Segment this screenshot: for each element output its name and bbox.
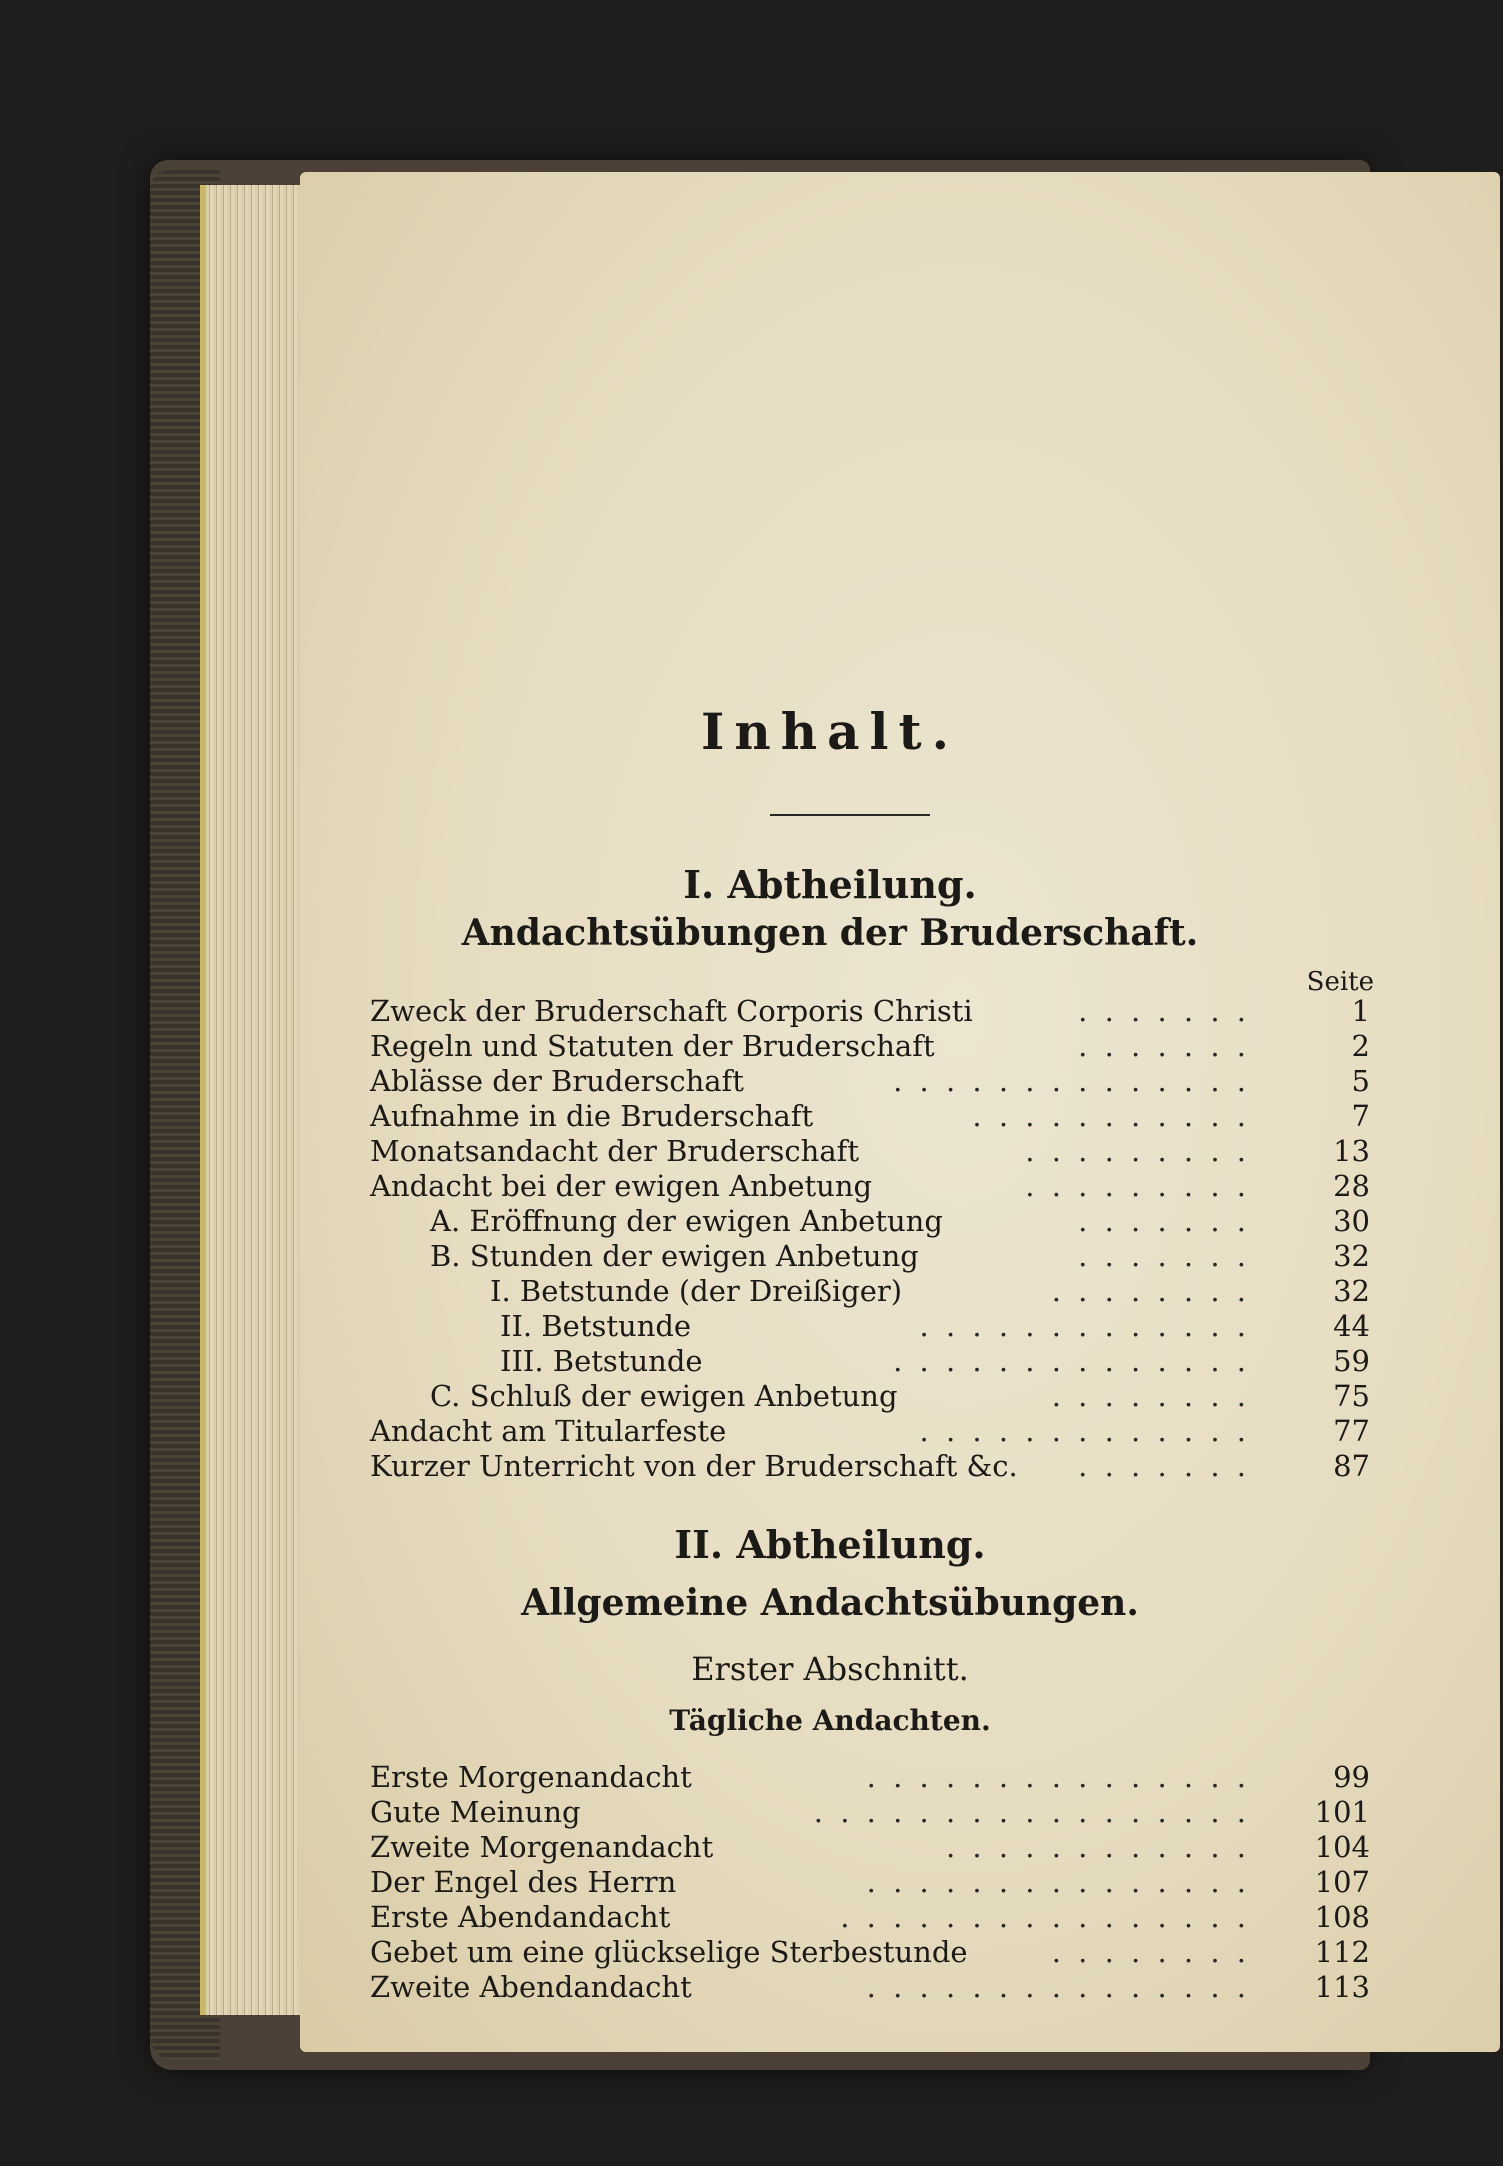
- toc-entry-label: Erste Morgenandacht: [370, 1760, 692, 1794]
- toc-entry-label: Zweite Abendandacht: [370, 1970, 692, 2004]
- toc-entry: [370, 1344, 1370, 1379]
- toc-entry-label: Gebet um eine glückselige Sterbestunde: [370, 1935, 968, 1969]
- toc-entry-page: 108: [1314, 1900, 1370, 1934]
- toc-entry: [370, 1900, 1370, 1935]
- leader-dots: . . . . . . .: [1078, 1449, 1250, 1483]
- toc-entry-page: 1: [1351, 994, 1370, 1028]
- leader-dots: . . . . . . . . .: [1025, 1134, 1250, 1168]
- toc-entry-label: II. Betstunde: [500, 1309, 692, 1343]
- leader-dots: . . . . . . .: [1078, 1239, 1250, 1273]
- toc-entry-page: 107: [1314, 1865, 1370, 1899]
- leader-dots: . . . . . . . . . . . . . .: [893, 1344, 1250, 1378]
- page-column-header: Seite: [1306, 967, 1374, 997]
- toc-entry-page: 7: [1351, 1099, 1370, 1133]
- leader-dots: . . . . . . . . . . . . . . .: [866, 1865, 1250, 1899]
- part2-subheading: Allgemeine Andachtsübungen.: [521, 1582, 1139, 1624]
- toc-entry: [370, 1099, 1370, 1134]
- part2-heading: II. Abtheilung.: [674, 1522, 986, 1567]
- toc-entry-page: 13: [1333, 1134, 1370, 1168]
- toc-entry: [370, 1204, 1370, 1239]
- leader-dots: . . . . . . . . .: [1025, 1169, 1250, 1203]
- toc-entry-page: 59: [1333, 1344, 1370, 1378]
- toc-entry-label: Andacht am Titularfeste: [370, 1414, 727, 1448]
- toc-entry-page: 75: [1333, 1379, 1370, 1413]
- leader-dots: . . . . . . . . . . . . . . . .: [840, 1900, 1250, 1934]
- section-heading: Erster Abschnitt.: [691, 1650, 969, 1688]
- toc-entry-label: Regeln und Statuten der Bruderschaft: [370, 1029, 935, 1063]
- toc-entry-page: 32: [1333, 1239, 1370, 1273]
- toc-entry: [370, 1935, 1370, 1970]
- book-page: [300, 172, 1500, 2052]
- toc-entry-label: I. Betstunde (der Dreißiger): [490, 1274, 903, 1308]
- table-of-contents: [300, 172, 1500, 2052]
- leader-dots: . . . . . . . .: [1051, 1935, 1250, 1969]
- toc-entry-label: C. Schluß der ewigen Anbetung: [430, 1379, 898, 1413]
- toc-entry-page: 112: [1314, 1935, 1370, 1969]
- toc-entry: [370, 1865, 1370, 1900]
- toc-entry-page: 77: [1333, 1414, 1370, 1448]
- toc-entry-label: III. Betstunde: [500, 1344, 703, 1378]
- toc-entry-page: 113: [1314, 1970, 1370, 2004]
- leader-dots: . . . . . . . . . . . . .: [919, 1414, 1250, 1448]
- leader-dots: . . . . . . .: [1078, 1029, 1250, 1063]
- page-edges: [200, 185, 316, 2015]
- toc-entry-page: 104: [1314, 1830, 1370, 1864]
- toc-entry-label: Aufnahme in die Bruderschaft: [370, 1099, 814, 1133]
- toc-entry: [370, 1795, 1370, 1830]
- toc-entry-page: 101: [1314, 1795, 1370, 1829]
- toc-entry: [370, 1169, 1370, 1204]
- leader-dots: . . . . . . . . . . . .: [945, 1830, 1250, 1864]
- toc-entry-label: Gute Meinung: [370, 1795, 581, 1829]
- toc-entry-label: B. Stunden der ewigen Anbetung: [430, 1239, 919, 1273]
- leader-dots: . . . . . . . .: [1051, 1274, 1250, 1308]
- toc-entry-label: Zweck der Bruderschaft Corporis Christi: [370, 994, 973, 1028]
- toc-entry-label: Kurzer Unterricht von der Bruderschaft &c.: [370, 1449, 1018, 1483]
- title-rule: [770, 814, 930, 816]
- toc-entry-page: 87: [1333, 1449, 1370, 1483]
- toc-entry-page: 99: [1333, 1760, 1370, 1794]
- leader-dots: . . . . . . . . . . . . . . .: [866, 1970, 1250, 2004]
- toc-entry-label: Zweite Morgenandacht: [370, 1830, 714, 1864]
- toc-entry: [370, 1449, 1370, 1484]
- leader-dots: . . . . . . . . . . . . . . . . .: [813, 1795, 1250, 1829]
- toc-entry: [370, 1760, 1370, 1795]
- toc-entry-label: Ablässe der Bruderschaft: [370, 1064, 744, 1098]
- toc-entry: [370, 1379, 1370, 1414]
- toc-entry: [370, 1970, 1370, 2005]
- toc-entry: [370, 1029, 1370, 1064]
- toc-entry: [370, 1414, 1370, 1449]
- section-subheading: Tägliche Andachten.: [669, 1704, 991, 1737]
- toc-entry-page: 5: [1351, 1064, 1370, 1098]
- toc-entry-page: 44: [1333, 1309, 1370, 1343]
- page-title: Inhalt.: [701, 702, 959, 761]
- toc-entry: [370, 1830, 1370, 1865]
- part2-entries: [370, 1760, 1370, 2005]
- leader-dots: . . . . . . . .: [1051, 1379, 1250, 1413]
- toc-entry-label: Monatsandacht der Bruderschaft: [370, 1134, 859, 1168]
- part1-heading: I. Abtheilung.: [683, 862, 977, 907]
- toc-entry: [370, 1064, 1370, 1099]
- part1-entries: [370, 994, 1370, 1484]
- leader-dots: . . . . . . . . . . . . . .: [893, 1064, 1250, 1098]
- leader-dots: . . . . . . . . . . .: [972, 1099, 1250, 1133]
- leader-dots: . . . . . . . . . . . . . . .: [866, 1760, 1250, 1794]
- toc-entry: [370, 1134, 1370, 1169]
- toc-entry: [370, 1309, 1370, 1344]
- toc-entry-label: Erste Abendandacht: [370, 1900, 671, 1934]
- toc-entry-label: Der Engel des Herrn: [370, 1865, 677, 1899]
- toc-entry-page: 28: [1333, 1169, 1370, 1203]
- leader-dots: . . . . . . . . . . . . .: [919, 1309, 1250, 1343]
- toc-entry-label: A. Eröffnung der ewigen Anbetung: [430, 1204, 943, 1238]
- leader-dots: . . . . . . .: [1078, 1204, 1250, 1238]
- leader-dots: . . . . . . .: [1078, 994, 1250, 1028]
- toc-entry: [370, 1239, 1370, 1274]
- toc-entry-page: 30: [1333, 1204, 1370, 1238]
- toc-entry-page: 2: [1351, 1029, 1370, 1063]
- part1-subheading: Andachtsübungen der Bruderschaft.: [461, 912, 1199, 954]
- toc-entry: [370, 1274, 1370, 1309]
- toc-entry: [370, 994, 1370, 1029]
- toc-entry-page: 32: [1333, 1274, 1370, 1308]
- toc-entry-label: Andacht bei der ewigen Anbetung: [370, 1169, 873, 1203]
